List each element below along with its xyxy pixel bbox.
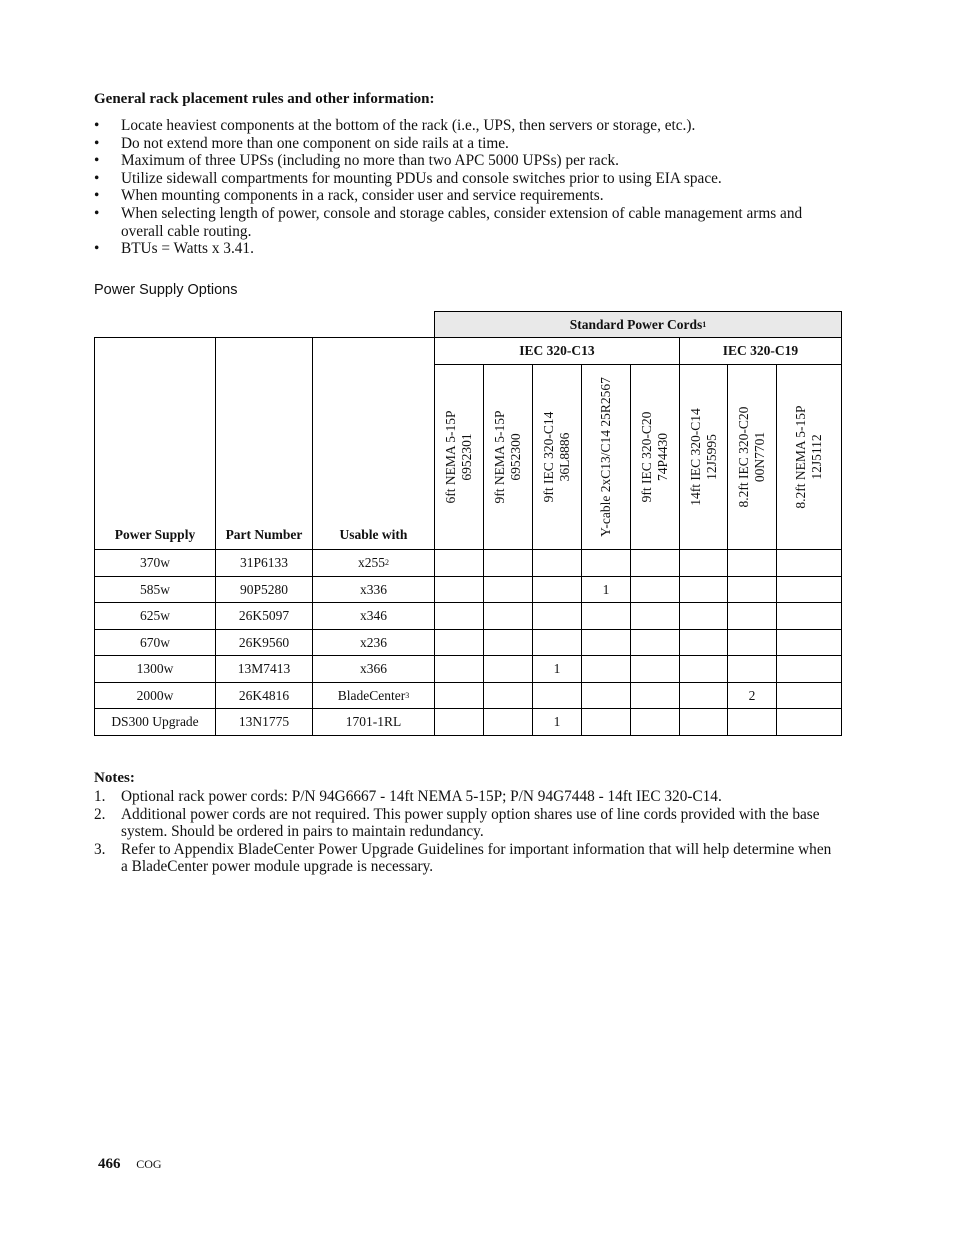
cell-usable-with-text: x366 xyxy=(360,661,387,676)
cell-cord-qty-text: 1 xyxy=(553,661,561,676)
note-item xyxy=(94,806,834,841)
note-text: Optional rack power cords: P/N 94G6667 - 14ft NEMA 5-15P; P/N 94G7448 - 14ft IEC 320-C14. xyxy=(121,788,722,805)
header-cord-7 xyxy=(727,364,777,550)
cell-usable-with xyxy=(312,602,435,630)
cell-cord-qty xyxy=(434,549,484,577)
note-number: 2. xyxy=(94,805,106,823)
cell-cord-qty xyxy=(483,576,533,603)
notes-list xyxy=(94,788,834,876)
cell-power-supply-text: 370w xyxy=(140,555,170,570)
cell-cord-qty xyxy=(776,602,842,630)
rule-text: When selecting length of power, console and storage cables, consider extension of cable management arms and overall cable routing. xyxy=(121,204,803,240)
cord-part-number: 74P4430 xyxy=(655,433,670,482)
cell-usable-with-text: BladeCenter xyxy=(337,687,406,703)
cell-cord-qty xyxy=(532,549,582,577)
cell-power-supply-text: 2000w xyxy=(136,687,174,703)
cell-cord-qty xyxy=(679,629,728,656)
cell-cord-qty xyxy=(434,682,484,709)
cell-usable-with xyxy=(312,576,435,603)
cell-cord-qty xyxy=(630,655,680,683)
cell-power-supply xyxy=(94,655,216,683)
cell-cord-qty xyxy=(630,682,680,709)
page-footer xyxy=(98,1156,162,1173)
cell-cord-qty xyxy=(532,629,582,656)
cell-cord-qty xyxy=(727,708,777,736)
header-cord-2 xyxy=(483,364,533,550)
note-text: Refer to Appendix BladeCenter Power Upgrade Guidelines for important information that will help determine when a BladeCenter power module upgrade is necessary. xyxy=(121,840,832,876)
cell-usable-with xyxy=(312,629,435,656)
cell-part-number xyxy=(215,655,313,683)
rule-item xyxy=(94,187,834,205)
rule-text: BTUs = Watts x 3.41. xyxy=(121,240,254,258)
rule-item xyxy=(94,170,834,188)
cell-part-number xyxy=(215,602,313,630)
note-number: 1. xyxy=(94,788,106,805)
note-item xyxy=(94,841,834,876)
cell-cord-qty xyxy=(532,682,582,709)
rule-item xyxy=(94,205,834,240)
cell-power-supply-text: 585w xyxy=(140,581,170,597)
cell-cord-qty xyxy=(727,576,777,603)
cell-usable-with: BladeCenter 3 xyxy=(312,682,435,709)
cell-part-number-text: 90P5280 xyxy=(239,581,288,597)
cell-cord-qty xyxy=(434,708,484,736)
cell-cord-qty xyxy=(581,629,631,656)
note-number: 3. xyxy=(94,840,106,858)
cell-usable-with: x255 2 xyxy=(312,549,435,577)
cell-cord-qty xyxy=(727,682,777,709)
cell-part-number-text: 26K5097 xyxy=(238,608,290,623)
cell-cord-qty xyxy=(679,682,728,709)
cell-part-number-text: 26K9560 xyxy=(238,634,290,650)
cord-label: 8.2ft NEMA 5-15P xyxy=(793,405,808,509)
cell-cord-qty xyxy=(630,629,680,656)
cell-cord-qty xyxy=(483,629,533,656)
cell-power-supply-text: 670w xyxy=(140,634,170,650)
cell-cord-qty xyxy=(581,682,631,709)
header-usable-with xyxy=(312,337,435,550)
cell-cord-qty xyxy=(483,602,533,630)
cell-cord-qty xyxy=(679,708,728,736)
cell-cord-qty xyxy=(776,629,842,656)
cell-power-supply-text: 1300w xyxy=(136,661,174,676)
cord-part-number: 12J5112 xyxy=(809,434,824,480)
cell-cord-qty xyxy=(581,655,631,683)
header-cord-6 xyxy=(679,364,728,550)
cell-part-number xyxy=(215,629,313,656)
cell-part-number-text: 31P6133 xyxy=(239,555,288,570)
header-standard-power-cords: Standard Power Cords 1 xyxy=(434,311,842,338)
bullet-glyph: • xyxy=(94,240,100,258)
rule-item xyxy=(94,117,834,135)
document-code: COG xyxy=(136,1157,162,1171)
bullet-glyph: • xyxy=(94,117,100,134)
cell-part-number-text: 26K4816 xyxy=(238,687,290,703)
cord-label: 8.2ft IEC 320-C20 xyxy=(736,406,751,508)
header-iec-c13-text: IEC 320-C13 xyxy=(519,343,595,358)
header-cord-3 xyxy=(532,364,582,550)
cell-cord-qty xyxy=(727,655,777,683)
cell-cord-qty-text: 1 xyxy=(602,581,610,597)
rule-item xyxy=(94,152,834,170)
bullet-glyph: • xyxy=(94,134,100,152)
cell-cord-qty xyxy=(532,602,582,630)
bullet-glyph: • xyxy=(94,204,100,222)
rule-text: Utilize sidewall compartments for mounting PDUs and console switches prior to using EIA space. xyxy=(121,169,722,187)
cell-cord-qty xyxy=(532,576,582,603)
cell-cord-qty-text: 1 xyxy=(553,714,561,729)
header-cord-8 xyxy=(776,364,842,550)
header-standard-power-cords-text: Standard Power Cords xyxy=(569,316,703,332)
cell-part-number-text: 13N1775 xyxy=(238,714,290,729)
rule-text: Locate heaviest components at the bottom of the rack (i.e., UPS, then servers or storage, etc.). xyxy=(121,117,696,134)
cord-part-number: 6952300 xyxy=(508,433,523,481)
cell-usable-with xyxy=(312,655,435,683)
header-part-number-text: Part Number xyxy=(225,527,303,542)
cell-cord-qty xyxy=(434,655,484,683)
cell-cord-qty xyxy=(630,602,680,630)
rules-heading: General rack placement rules and other information: xyxy=(94,91,435,107)
cell-cord-qty xyxy=(679,655,728,683)
note-item xyxy=(94,788,834,806)
cell-cord-qty xyxy=(434,576,484,603)
cell-cord-qty xyxy=(434,602,484,630)
cell-cord-qty xyxy=(679,549,728,577)
cell-cord-qty xyxy=(483,708,533,736)
cell-cord-qty xyxy=(483,655,533,683)
cell-usable-with-text: 1701-1RL xyxy=(345,714,402,729)
cord-label: Y-cable 2xC13/C14 25R2567 xyxy=(598,377,613,537)
cell-cord-qty xyxy=(727,629,777,656)
cord-label: 6ft NEMA 5-15P xyxy=(443,410,458,504)
cell-cord-qty xyxy=(776,576,842,603)
header-cord-5 xyxy=(630,364,680,550)
bullet-glyph: • xyxy=(94,152,100,170)
cell-cord-qty xyxy=(483,682,533,709)
header-cord-1 xyxy=(434,364,484,550)
cell-cord-qty xyxy=(483,549,533,577)
page-number: 466 xyxy=(98,1156,121,1172)
cell-part-number xyxy=(215,682,313,709)
cell-usable-with-text: x346 xyxy=(360,608,387,623)
rule-item xyxy=(94,135,834,153)
cell-cord-qty xyxy=(776,682,842,709)
cell-usable-with-text: x336 xyxy=(360,581,387,597)
rules-list xyxy=(94,117,834,258)
notes-title: Notes: xyxy=(94,770,135,786)
cord-part-number: 12J5995 xyxy=(703,434,719,480)
cell-cord-qty xyxy=(532,708,582,736)
cell-part-number xyxy=(215,576,313,603)
bullet-glyph: • xyxy=(94,187,100,205)
cell-power-supply-text: 625w xyxy=(140,608,170,623)
cell-cord-qty xyxy=(581,708,631,736)
header-power-supply-text: Power Supply xyxy=(114,527,196,542)
cell-cord-qty xyxy=(581,602,631,630)
cell-part-number xyxy=(215,549,313,577)
section-title: Power Supply Options xyxy=(94,282,238,298)
cell-part-number-text: 13M7413 xyxy=(237,661,291,676)
cell-usable-with-text: x255 xyxy=(358,555,385,570)
cell-cord-qty xyxy=(679,602,728,630)
header-iec-c13 xyxy=(434,337,680,365)
rule-text: Do not extend more than one component on side rails at a time. xyxy=(121,134,509,152)
header-iec-c19-text: IEC 320-C19 xyxy=(722,343,799,358)
rule-text: When mounting components in a rack, consider user and service requirements. xyxy=(121,187,604,205)
cell-power-supply-text: DS300 Upgrade xyxy=(111,714,199,729)
cell-power-supply xyxy=(94,549,216,577)
cord-label: 9ft IEC 320-C20 xyxy=(639,411,654,503)
cell-cord-qty xyxy=(532,655,582,683)
cell-cord-qty-text: 2 xyxy=(748,687,756,703)
cell-power-supply xyxy=(94,576,216,603)
cell-cord-qty xyxy=(630,549,680,577)
cell-power-supply xyxy=(94,708,216,736)
cell-cord-qty xyxy=(581,576,631,603)
cell-cord-qty xyxy=(776,549,842,577)
cord-label: 9ft NEMA 5-15P xyxy=(492,410,507,504)
cord-label: 9ft IEC 320-C14 xyxy=(541,411,556,503)
cord-part-number: 00N7701 xyxy=(752,431,767,483)
cell-cord-qty xyxy=(727,549,777,577)
cell-power-supply xyxy=(94,682,216,709)
cell-part-number xyxy=(215,708,313,736)
header-usable-with-text: Usable with xyxy=(339,527,408,542)
cell-cord-qty xyxy=(776,655,842,683)
bullet-glyph: • xyxy=(94,169,100,187)
note-text: Additional power cords are not required. This power supply option shares use of line cords provided with the base system. Should be ordered in pairs to maintain redundancy. xyxy=(121,805,820,841)
cell-cord-qty xyxy=(679,576,728,603)
cell-cord-qty xyxy=(776,708,842,736)
cell-cord-qty xyxy=(630,576,680,603)
rule-item xyxy=(94,240,834,258)
cell-usable-with xyxy=(312,708,435,736)
cell-cord-qty xyxy=(727,602,777,630)
cell-cord-qty xyxy=(630,708,680,736)
header-cord-4 xyxy=(581,364,631,550)
header-part-number xyxy=(215,337,313,550)
header-iec-c19 xyxy=(679,337,842,365)
cell-cord-qty xyxy=(581,549,631,577)
cord-part-number: 6952301 xyxy=(459,433,474,481)
cord-label: 14ft IEC 320-C14 xyxy=(687,408,703,506)
cell-power-supply xyxy=(94,602,216,630)
header-power-supply xyxy=(94,337,216,550)
cell-power-supply xyxy=(94,629,216,656)
cell-cord-qty xyxy=(434,629,484,656)
rule-text: Maximum of three UPSs (including no more than two APC 5000 UPSs) per rack. xyxy=(121,152,619,170)
cord-part-number: 36L8886 xyxy=(557,432,572,482)
cell-usable-with-text: x236 xyxy=(360,634,387,650)
